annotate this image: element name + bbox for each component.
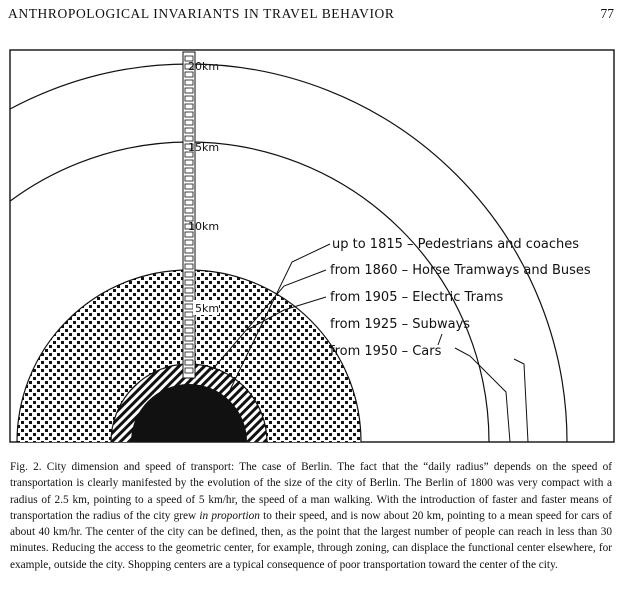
scale-tick (185, 240, 193, 245)
scale-tick (185, 360, 193, 365)
scale-tick (185, 120, 193, 125)
scale-tick (185, 128, 193, 133)
running-head: ANTHROPOLOGICAL INVARIANTS IN TRAVEL BEHAVIOR (8, 6, 395, 21)
scale-tick (185, 296, 193, 301)
scale-tick (185, 96, 193, 101)
scale-tick (185, 328, 193, 333)
scale-tick (185, 336, 193, 341)
figure-caption (10, 459, 612, 573)
scale-bar (183, 52, 195, 378)
era-label-1815: up to 1815 – Pedestrians and coaches (332, 237, 580, 252)
scale-tick (185, 264, 193, 269)
scale-label-5km: 5km (195, 302, 220, 315)
caption-text-after: to their speed, and is now about 20 km, pointing to a mean speed for cars of about 40 km/hr. The center of the city can be defined, then, as the point that the largest number of people can reach in less than 30 minutes. Reducing the access to the geometric center, for example, through zoning, can displace the functional center elsewhere, for example, outside the city. Shopping centers are a typical consequence of poor transportation toward the center of the city. (10, 509, 612, 571)
era-label-1905: from 1905 – Electric Trams (330, 290, 504, 305)
leader-1950 (455, 348, 510, 442)
era-label-1860: from 1860 – Horse Tramways and Buses (330, 263, 591, 278)
scale-tick (185, 368, 193, 373)
scale-tick (185, 256, 193, 261)
scale-tick (185, 112, 193, 117)
scale-tick (185, 352, 193, 357)
scale-label-20km: 20km (188, 60, 220, 73)
scale-tick (185, 248, 193, 253)
era-label-1950: from 1950 – Cars (330, 344, 442, 359)
scale-tick (185, 184, 193, 189)
scale-tick (185, 344, 193, 349)
scale-tick (185, 288, 193, 293)
scale-tick (185, 200, 193, 205)
scale-label-15km: 15km (188, 141, 220, 154)
caption-italic: in proportion (199, 509, 260, 522)
scale-tick (185, 272, 193, 277)
scale-label-10km: 10km (188, 220, 220, 233)
scale-tick (185, 304, 193, 309)
scale-tick (185, 176, 193, 181)
scale-tick (185, 88, 193, 93)
scale-tick (185, 192, 193, 197)
scale-tick (185, 320, 193, 325)
scale-tick (185, 280, 193, 285)
era-label-1925: from 1925 – Subways (330, 317, 471, 332)
caption-label: Fig. 2. (10, 461, 42, 473)
scale-tick (185, 312, 193, 317)
leader-1950-b (514, 359, 528, 442)
page-number: 77 (600, 6, 614, 21)
scale-tick (185, 160, 193, 165)
caption-text-before: City dimension and speed of transport: The case of Berlin. The fact that the “daily radius” depends on the speed of transportation is clearly manifested by the evolution of the size of the city of Berlin. The Berlin of 1800 was very compact with a radius of 2.5 km, pointing to a speed of 5 km/hr, the speed of a man walking. With the introduction of faster and faster means of transportation the radius of the city grew (10, 461, 612, 522)
scale-tick (185, 168, 193, 173)
scale-tick (185, 80, 193, 85)
scale-tick (185, 104, 193, 109)
scale-tick (185, 208, 193, 213)
